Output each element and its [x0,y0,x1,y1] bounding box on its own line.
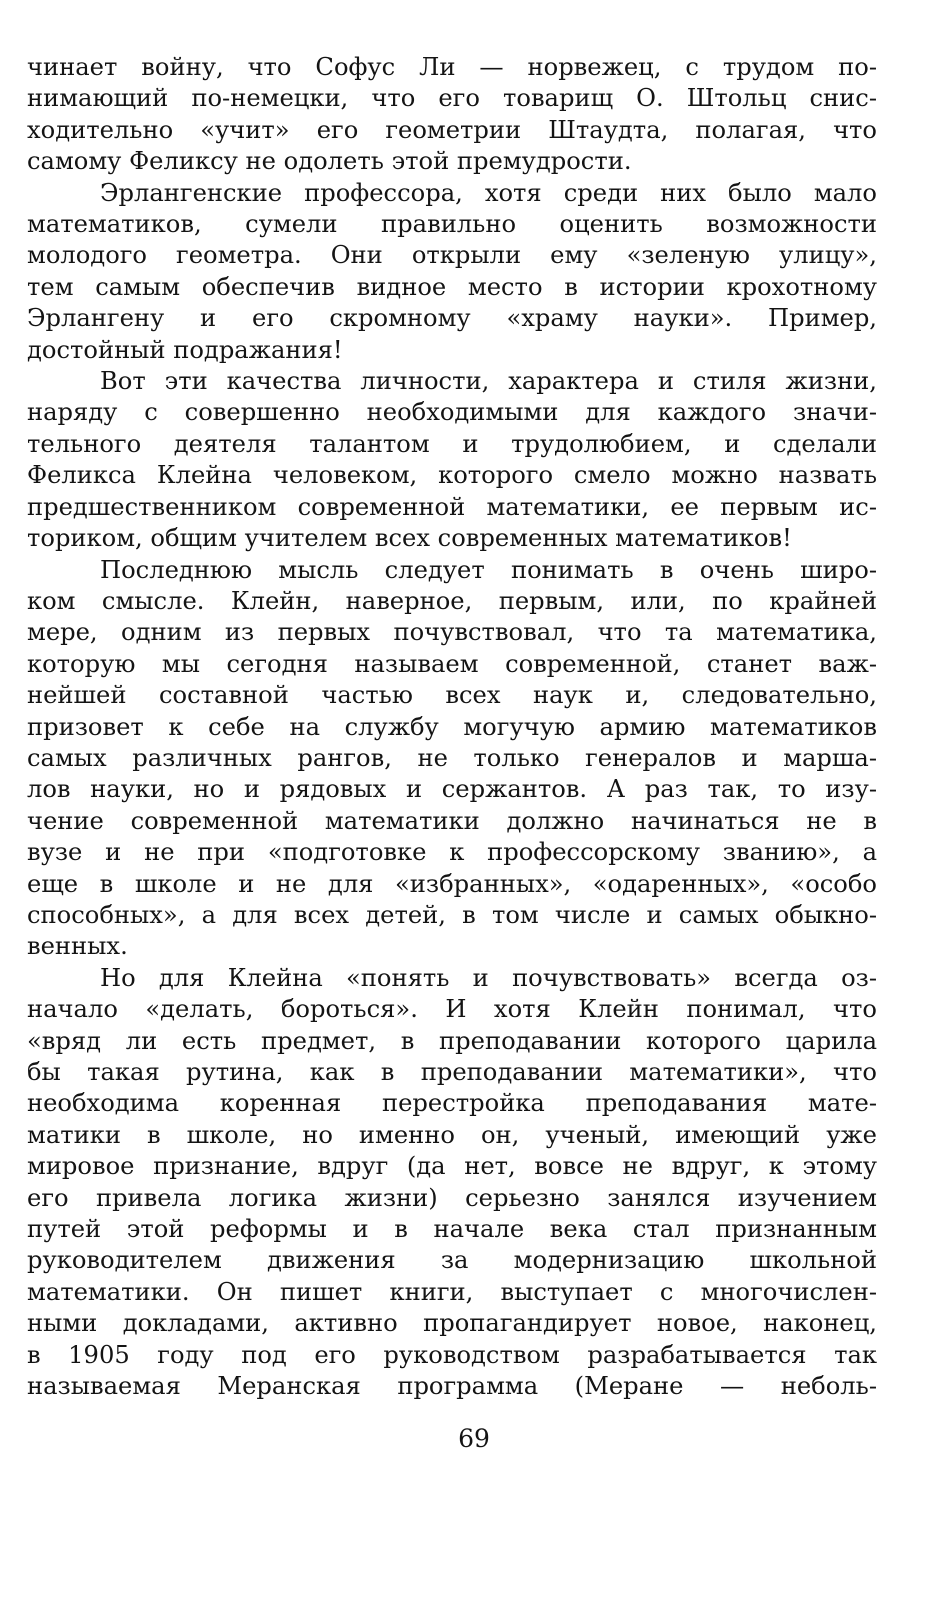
text-line: предшественником современной математики, ее первым ис- [27,492,877,521]
text-line: мере, одним из первых почувствовал, что та математика, [27,618,877,647]
text-line: математиков, сумели правильно оценить возможности [27,210,877,239]
text-line: «вряд ли есть предмет, в преподавании которого царила [27,1026,877,1055]
paragraph [27,555,877,963]
text-line: Но для Клейна «понять и почувствовать» всегда оз- [100,963,877,992]
text-line: Вот эти качества личности, характера и стиля жизни, [100,367,877,396]
text-line: венных. [27,932,128,961]
text-line: вузе и не при «подготовке к профессорскому званию», а [27,838,877,867]
text-line: призовет к себе на службу могучую армию математиков [27,712,877,741]
text-line: молодого геометра. Они открыли ему «зеленую улицу», [27,241,877,270]
text-line: тельного деятеля талантом и трудолюбием, и сделали [27,429,877,458]
text-line: путей этой реформы и в начале века стал признанным [27,1215,877,1244]
page-number: 69 [458,1424,490,1453]
text-line: тем самым обеспечив видное место в истории крохотному [27,272,877,301]
text-line: ходительно «учит» его геометрии Штаудта, полагая, что [27,115,877,144]
text-line: Феликса Клейна человеком, которого смело можно назвать [27,461,877,490]
text-line: самому Феликсу не одолеть этой премудрости. [27,147,632,176]
text-line: лов науки, но и рядовых и сержантов. А раз так, то изу- [27,775,877,804]
text-line: Эрлангену и его скромному «храму науки». Пример, [27,304,877,333]
text-line: ком смысле. Клейн, наверное, первым, или, по крайней [27,586,877,615]
paragraph [27,963,877,1403]
text-line: которую мы сегодня называем современной, станет важ- [27,649,877,678]
text-line: нейшей составной частью всех наук и, следовательно, [27,681,877,710]
text-line: достойный подражания! [27,335,343,364]
text-line: руководителем движения за модернизацию школьной [27,1246,877,1275]
text-line: самых различных рангов, не только генералов и марша- [27,743,877,772]
text-line: математики. Он пишет книги, выступает с многочислен- [27,1277,877,1306]
text-line: ными докладами, активно пропагандирует новое, наконец, [27,1309,877,1338]
text-line: необходима коренная перестройка преподавания мате- [27,1089,877,1118]
text-line: наряду с совершенно необходимыми для каждого значи- [27,398,877,427]
text-line: способных», а для всех детей, в том числе и самых обыкно- [27,900,877,929]
text-line: Последнюю мысль следует понимать в очень широ- [100,555,877,584]
text-line: Эрлангенские профессора, хотя среди них было мало [100,178,877,207]
text-line: начало «делать, бороться». И хотя Клейн понимал, что [27,995,877,1024]
text-line: его привела логика жизни) серьезно занялся изучением [27,1183,877,1212]
text-line: называемая Меранская программа (Меране — неболь- [27,1372,877,1401]
page-body [27,52,877,1402]
text-line: в 1905 году под его руководством разрабатывается так [27,1340,877,1369]
paragraph [27,178,877,366]
text-line: матики в школе, но именно он, ученый, имеющий уже [27,1120,877,1149]
text-line: чение современной математики должно начинаться не в [27,806,877,835]
text-line: ториком, общим учителем всех современных математиков! [27,524,792,553]
paragraph [27,366,877,554]
paragraph [27,52,877,178]
text-line: чинает войну, что Софус Ли — норвежец, с трудом по- [27,53,877,81]
text-line: еще в школе и не для «избранных», «одаренных», «особо [27,869,877,898]
text-line: мировое признание, вдруг (да нет, вовсе не вдруг, к этому [27,1152,877,1181]
text-line: нимающий по-немецки, что его товарищ О. Штольц снис- [27,84,877,113]
text-line: бы такая рутина, как в преподавании математики», что [27,1058,877,1086]
